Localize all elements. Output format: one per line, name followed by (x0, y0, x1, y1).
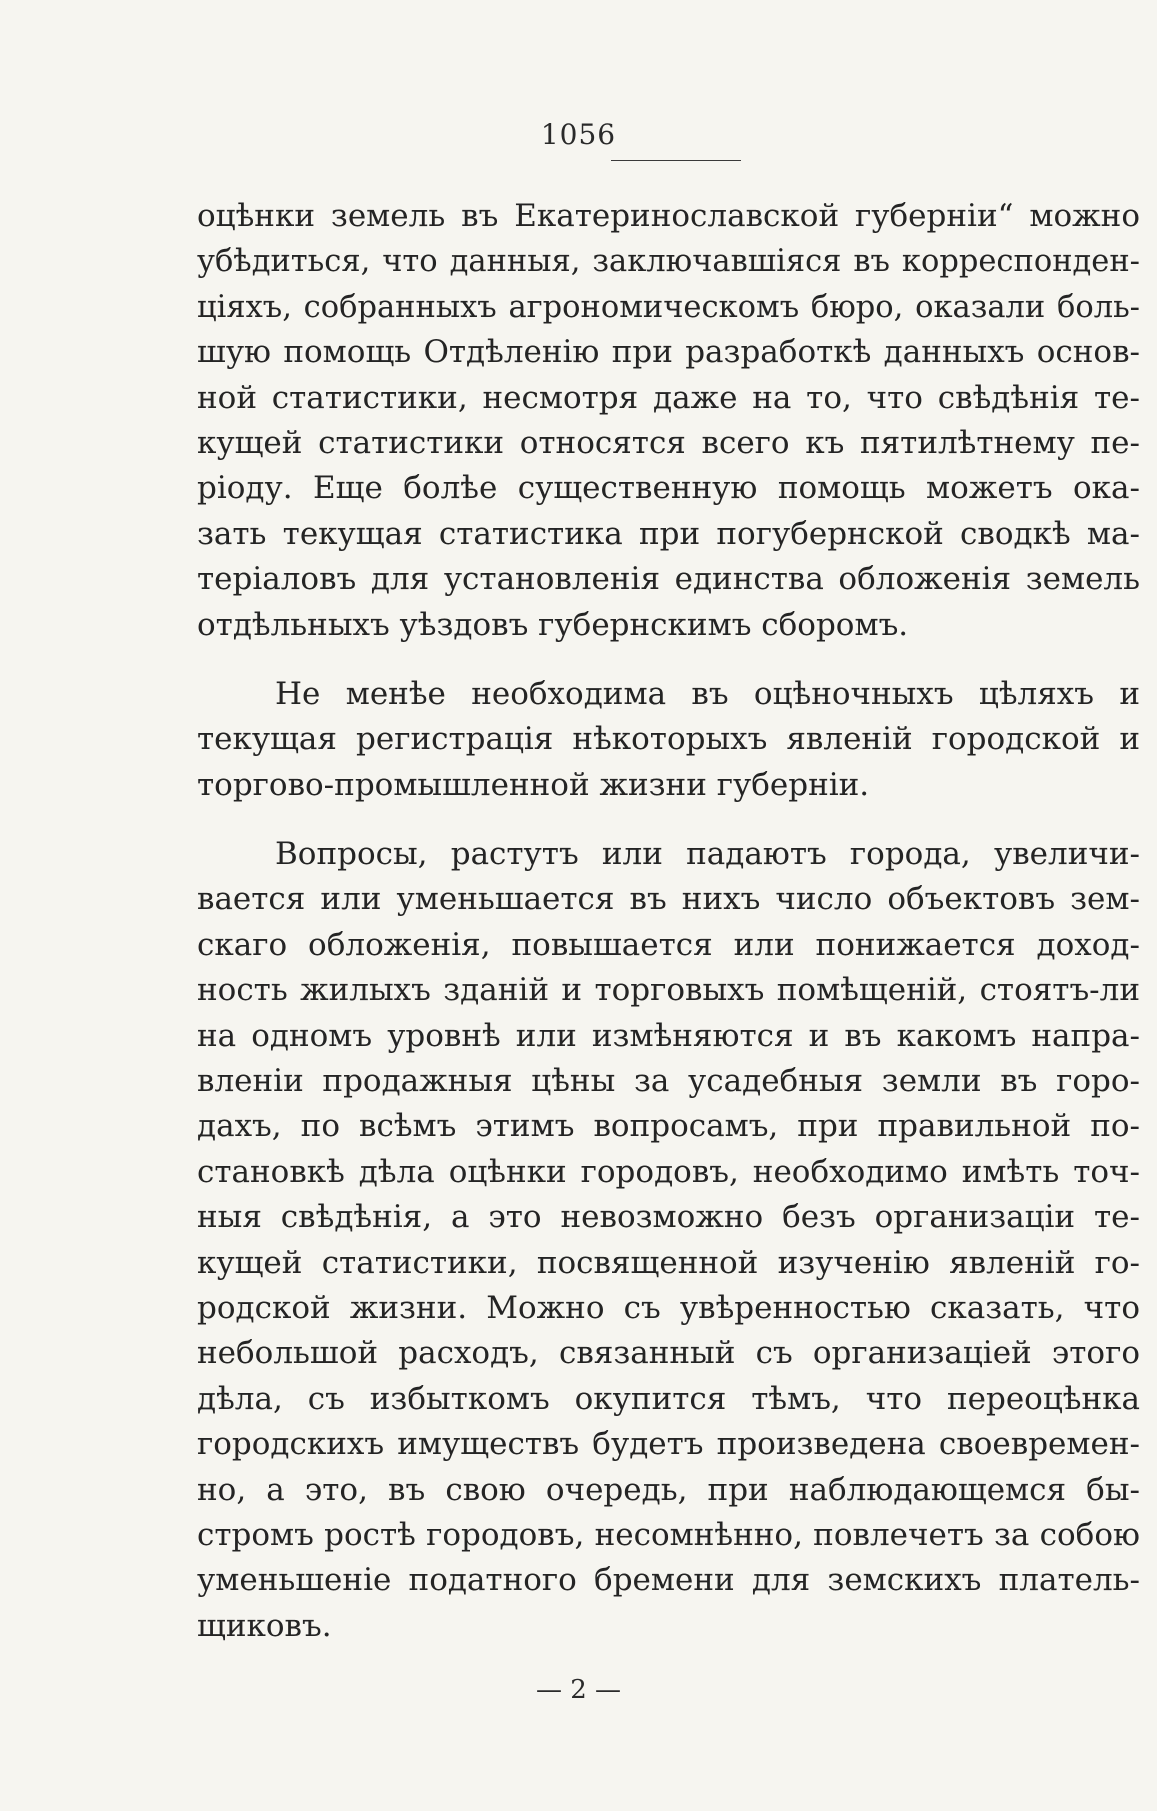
text-line: ріоду. Еще болѣе существенную помощь можетъ ока- (197, 470, 1140, 507)
text-line: ность жилыхъ зданій и торговыхъ помѣщеній, стоятъ-ли (197, 972, 1140, 1009)
text-line: но, а это, въ свою очередь, при наблюдающемся бы- (197, 1471, 1140, 1508)
text-line: оцѣнки земель въ Екатеринославской губерніи“ можно (197, 198, 1140, 234)
text-line: городскихъ имуществъ будетъ произведена своевремен- (197, 1426, 1140, 1463)
text-line: стромъ ростѣ городовъ, несомнѣнно, повлечетъ за собою (197, 1516, 1140, 1553)
text-line: дахъ, по всѣмъ этимъ вопросамъ, при правильной по- (197, 1108, 1140, 1145)
text-line: вленіи продажныя цѣны за усадебныя земли въ горо- (197, 1063, 1140, 1100)
text-line: дѣла, съ избыткомъ окупится тѣмъ, что переоцѣнка (197, 1380, 1140, 1417)
paragraph-1 (197, 194, 1140, 648)
text-line: щиковъ. (197, 1607, 332, 1644)
text-line: скаго обложенія, повышается или понижается доход- (197, 926, 1140, 963)
text-line: небольшой расходъ, связанный съ организаціей этого (197, 1335, 1140, 1372)
text-line: теріаловъ для установленія единства обложенія земель (197, 561, 1140, 598)
text-line: уменьшеніе податного бремени для земскихъ платель- (197, 1562, 1140, 1599)
text-line: шую помощь Отдѣленію при разработкѣ данныхъ основ- (197, 334, 1140, 371)
text-line: убѣдиться, что данныя, заключавшіяся въ корреспонден- (197, 244, 1140, 280)
text-line: отдѣльныхъ уѣздовъ губернскимъ сборомъ. (197, 606, 909, 643)
paragraph-2 (197, 672, 1140, 808)
footer-page-marker: — 2 — (535, 1675, 622, 1705)
text-line: вается или уменьшается въ нихъ число объектовъ зем- (197, 881, 1140, 918)
text-line: ціяхъ, собранныхъ агрономическомъ бюро, оказали боль- (197, 289, 1140, 325)
text-line: Вопросы, растутъ или падаютъ города, увеличи- (275, 836, 1140, 873)
text-line: кущей статистики относятся всего къ пятилѣтнему пе- (197, 424, 1140, 461)
text-line: Не менѣе необходима въ оцѣночныхъ цѣляхъ и (275, 675, 1140, 712)
page-number: 1056 (540, 118, 617, 151)
body-text (197, 194, 1140, 1649)
text-line: кущей статистики, посвященной изученію явленій го- (197, 1244, 1140, 1281)
text-line: торгово-промышленной жизни губерніи. (197, 766, 870, 803)
paragraph-3 (197, 832, 1140, 1649)
text-line: текущая регистрація нѣкоторыхъ явленій городской и (197, 721, 1140, 758)
text-line: родской жизни. Можно съ увѣренностью сказать, что (197, 1289, 1140, 1326)
text-line: зать текущая статистика при погубернской сводкѣ ма- (197, 515, 1140, 552)
text-line: на одномъ уровнѣ или измѣняются и въ какомъ напра- (197, 1017, 1140, 1054)
text-line: ной статистики, несмотря даже на то, что свѣдѣнія те- (197, 379, 1140, 416)
header-rule (611, 160, 741, 161)
text-line: ныя свѣдѣнія, а это невозможно безъ организаціи те- (197, 1199, 1140, 1236)
text-line: становкѣ дѣла оцѣнки городовъ, необходимо имѣть точ- (197, 1153, 1140, 1190)
